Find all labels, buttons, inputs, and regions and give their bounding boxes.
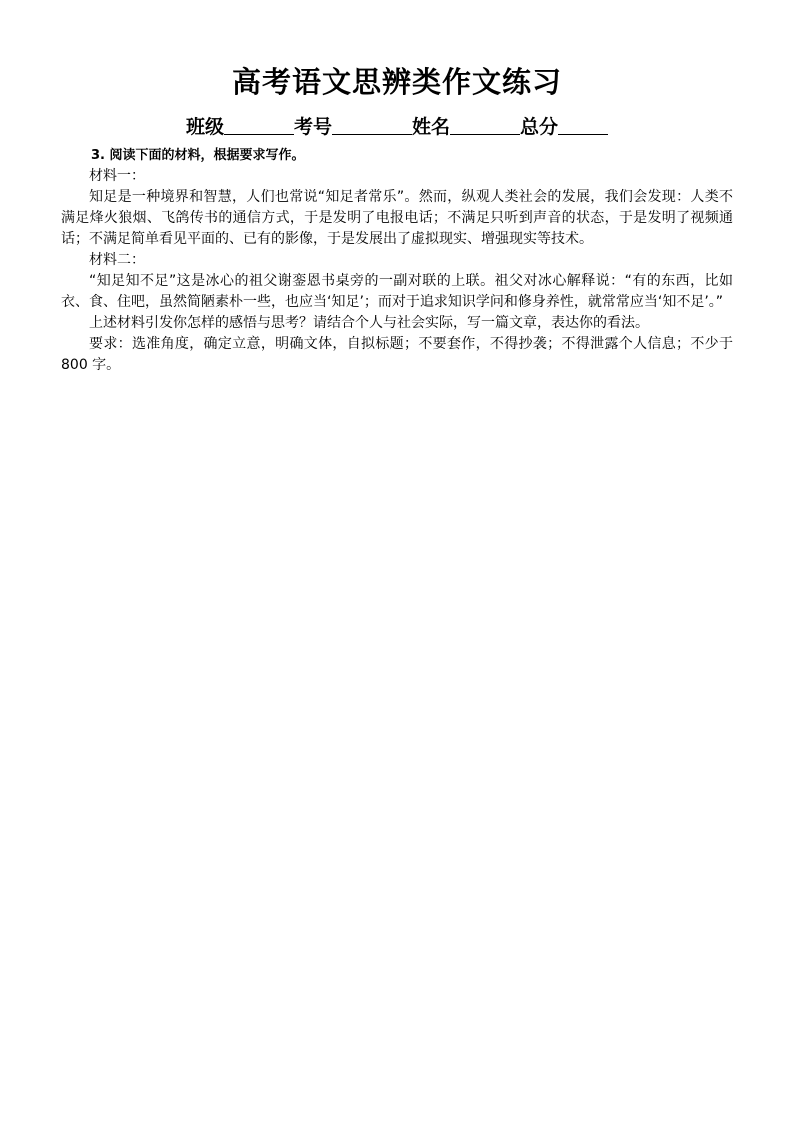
page-title: 高考语文思辨类作文练习 [231,65,562,99]
exam-number-blank[interactable] [332,116,412,135]
material-two-heading: 材料二： [89,252,145,268]
total-score-label: 总分 [520,116,559,138]
question-instruction: 3. 阅读下面的材料，根据要求写作。 [91,148,305,163]
class-label: 班级 [185,116,224,138]
name-blank[interactable] [450,116,520,135]
student-info-row [0,112,794,139]
writing-prompt: 上述材料引发你怎样的感悟与思考？请结合个人与社会实际，写一篇文章，表达你的看法。 [89,315,649,331]
material-one-text: 知足是一种境界和智慧，人们也常说“知足者常乐”。然而，纵观人类社会的发展，我们会发现：人类不满足烽火狼烟、飞鸽传书的通信方式，于是发明了电报电话；不满足只听到声音的状态，于是发明了视频通话；不满足简单看见平面的、已有的影像，于是发展出了虚拟现实、增强现实等技术。 [61,189,733,247]
class-blank[interactable] [224,116,294,135]
material-two-text: “知足知不足”这是冰心的祖父谢銮恩书桌旁的一副对联的上联。祖父对冰心解释说：“有的东西，比如衣、食、住吧，虽然简陋素朴一些，也应当‘知足’；而对于追求知识学问和修身养性，就常常应当‘知不足’。” [61,273,733,310]
name-label: 姓名 [412,116,451,138]
total-score-blank[interactable] [558,116,608,135]
writing-requirements: 要求：选准角度，确定立意，明确文体，自拟标题；不要套作，不得抄袭；不得泄露个人信息；不少于 800 字。 [61,336,733,373]
material-one-heading: 材料一： [89,168,145,184]
exam-number-label: 考号 [293,116,332,138]
question-body [61,145,733,376]
